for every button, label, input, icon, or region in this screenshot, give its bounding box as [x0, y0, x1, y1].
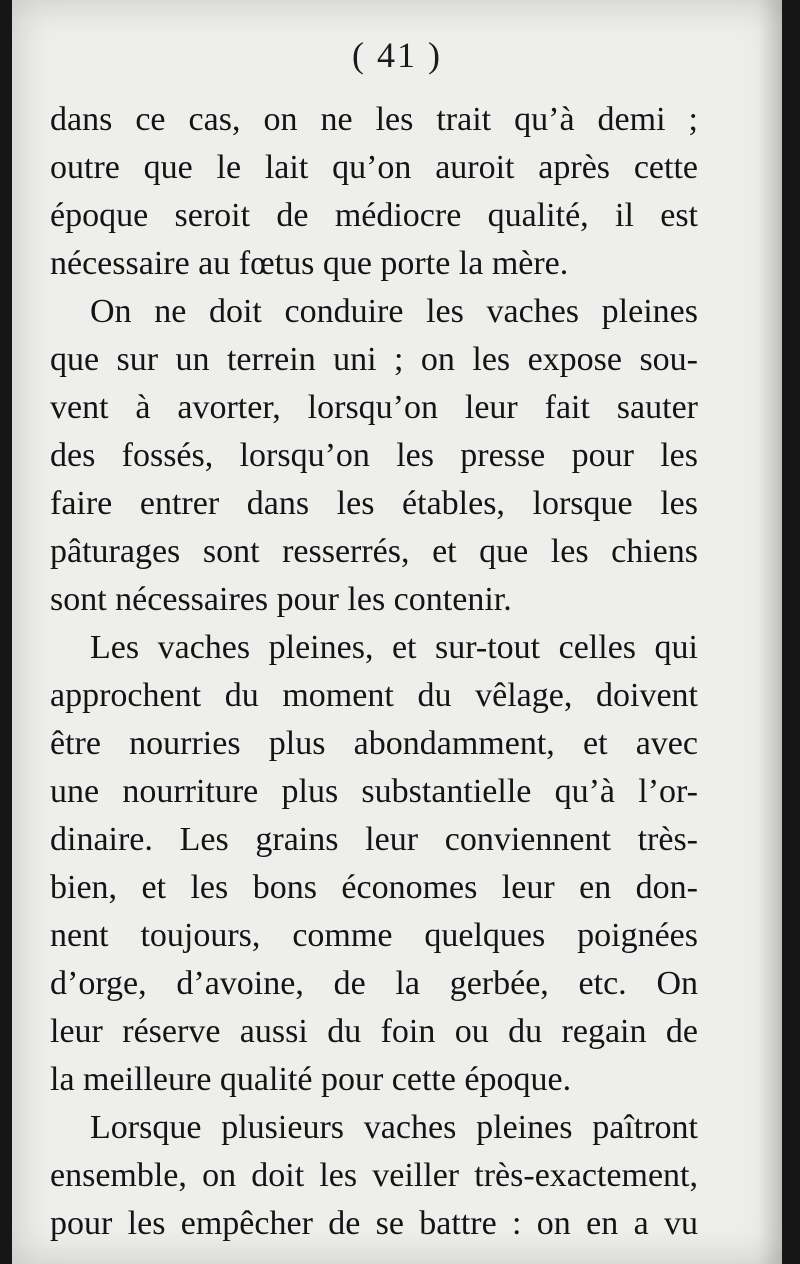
text-line: la meilleure qualité pour cette époque. — [50, 1061, 572, 1098]
text-line: approchent du moment du vêlage, doivent — [50, 677, 698, 714]
text-line: Lorsque plusieurs vaches pleines paîtront — [90, 1109, 698, 1146]
book-page — [12, 0, 782, 1264]
text-line: leur réserve aussi du foin ou du regain de — [50, 1013, 698, 1050]
text-line: dans ce cas, on ne les trait qu’à demi ; — [50, 101, 698, 138]
text-line: On ne doit conduire les vaches pleines — [90, 293, 698, 330]
text-line: faire entrer dans les étables, lorsque les — [50, 485, 698, 522]
text-line: dinaire. Les grains leur conviennent très- — [50, 821, 698, 858]
text-line: bien, et les bons économes leur en don- — [50, 869, 698, 906]
text-line: ensemble, on doit les veiller très-exactement, — [50, 1157, 698, 1194]
text-line: être nourries plus abondamment, et avec — [50, 725, 698, 762]
text-line: sont nécessaires pour les contenir. — [50, 581, 512, 618]
text-line: d’orge, d’avoine, de la gerbée, etc. On — [50, 965, 698, 1002]
text-line: outre que le lait qu’on auroit après cette — [50, 149, 698, 186]
text-line: pâturages sont resserrés, et que les chiens — [50, 533, 698, 570]
text-line: pour les empêcher de se battre : on en a vu — [50, 1205, 698, 1242]
text-line: des fossés, lorsqu’on les presse pour les — [50, 437, 698, 474]
text-line: une nourriture plus substantielle qu’à l’or- — [50, 773, 698, 810]
page-number: ( 41 ) — [352, 35, 442, 75]
page-edge-shadow — [758, 0, 782, 1264]
text-line: époque seroit de médiocre qualité, il est — [50, 197, 698, 234]
text-line: Les vaches pleines, et sur-tout celles qui — [90, 629, 698, 666]
text-line: nent toujours, comme quelques poignées — [50, 917, 698, 954]
text-line: vent à avorter, lorsqu’on leur fait sauter — [50, 389, 698, 426]
text-line: que sur un terrein uni ; on les expose sou- — [50, 341, 698, 378]
text-line: nécessaire au fœtus que porte la mère. — [50, 245, 569, 282]
